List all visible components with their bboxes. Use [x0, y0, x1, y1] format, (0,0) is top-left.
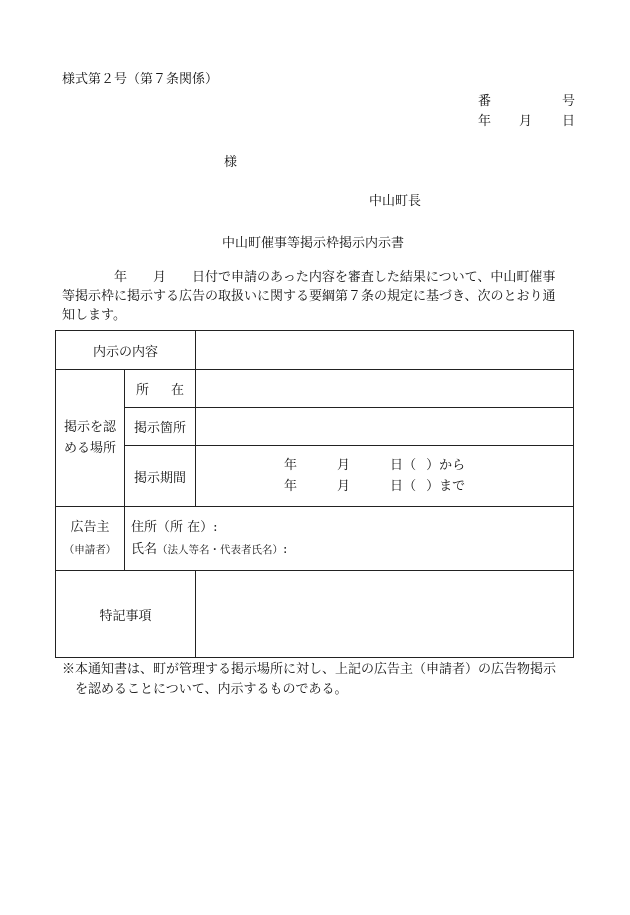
- body-year: 年: [114, 270, 128, 285]
- period-until-day: 日: [390, 479, 404, 494]
- name-label: 氏名: [131, 541, 158, 557]
- content-value[interactable]: [196, 331, 574, 370]
- date-year-label: 年: [478, 114, 492, 129]
- location-label: [125, 370, 196, 408]
- period-until-month: 月: [337, 479, 351, 494]
- body-line1-text: 日付で申請のあった内容を審査した結果について、中山町催事: [192, 270, 556, 285]
- spot-label: 掲示箇所: [125, 408, 196, 446]
- notice-table: [55, 330, 574, 658]
- period-until-year: 年: [284, 479, 298, 494]
- period-row: [56, 446, 574, 507]
- advertiser-label-cell: [56, 507, 125, 571]
- place-group-line-1: 掲示を認: [63, 420, 116, 435]
- location-label-2: 在: [171, 383, 185, 398]
- advertiser-label: 広告主: [70, 519, 110, 535]
- spot-row: [56, 408, 574, 446]
- address-label: 住所（所 在）:: [131, 519, 218, 535]
- location-row: [56, 370, 574, 408]
- period-from-year: 年: [284, 458, 298, 473]
- name-note: （法人等名・代表者氏名）: [157, 543, 284, 556]
- body-line-2: 等掲示枠に掲示する広告の取扱いに関する要綱第７条の規定に基づき、次のとおり通: [62, 289, 556, 304]
- issuer-name: 中山町長: [369, 194, 422, 209]
- period-label: 掲示期間: [125, 446, 196, 507]
- remarks-label: 特記事項: [56, 571, 196, 658]
- document-title: 中山町催事等掲示枠掲示内示書: [222, 236, 405, 251]
- place-group-line-2: める場所: [63, 441, 116, 456]
- date-day-label: 日: [562, 114, 576, 129]
- addressee-suffix: 様: [224, 155, 238, 170]
- location-value[interactable]: [196, 370, 574, 408]
- footnote-line-2: を認めることについて、内示するものである。: [75, 682, 348, 697]
- remarks-row: [56, 571, 574, 658]
- applicant-label: （申請者）: [63, 543, 117, 556]
- number-label-ban: 番: [478, 94, 492, 109]
- body-line-3: 知します。: [62, 308, 126, 323]
- period-from-month: 月: [337, 458, 351, 473]
- period-until-line: [284, 476, 573, 497]
- content-label: 内示の内容: [56, 331, 196, 370]
- spot-value[interactable]: [196, 408, 574, 446]
- form-id: 様式第２号（第７条関係）: [62, 72, 219, 87]
- location-label-1: 所: [135, 383, 149, 398]
- period-until-paren-open: （: [403, 479, 417, 494]
- date-month-label: 月: [519, 114, 533, 129]
- advertiser-row: [56, 507, 574, 571]
- footnote: [62, 660, 582, 700]
- content-row: [56, 331, 574, 370]
- period-from-text: から: [439, 458, 466, 473]
- name-line: [131, 539, 573, 561]
- advertiser-value[interactable]: [125, 507, 574, 571]
- number-label-go: 号: [562, 94, 576, 109]
- period-from-paren-open: （: [403, 458, 417, 473]
- period-until-text: まで: [439, 479, 466, 494]
- period-value[interactable]: [196, 446, 574, 507]
- period-from-paren-close: ）: [426, 458, 440, 473]
- body-paragraph: [62, 268, 576, 325]
- period-until-paren-close: ）: [426, 479, 440, 494]
- period-from-line: [284, 455, 573, 476]
- name-colon: :: [283, 541, 288, 557]
- body-month: 月: [153, 270, 167, 285]
- body-line-1: [62, 268, 576, 287]
- remarks-value[interactable]: [196, 571, 574, 658]
- place-group-label: [56, 370, 125, 507]
- footnote-line-1: ※本通知書は、町が管理する掲示場所に対し、上記の広告主（申請者）の広告物掲示: [62, 662, 557, 677]
- period-from-day: 日: [390, 458, 404, 473]
